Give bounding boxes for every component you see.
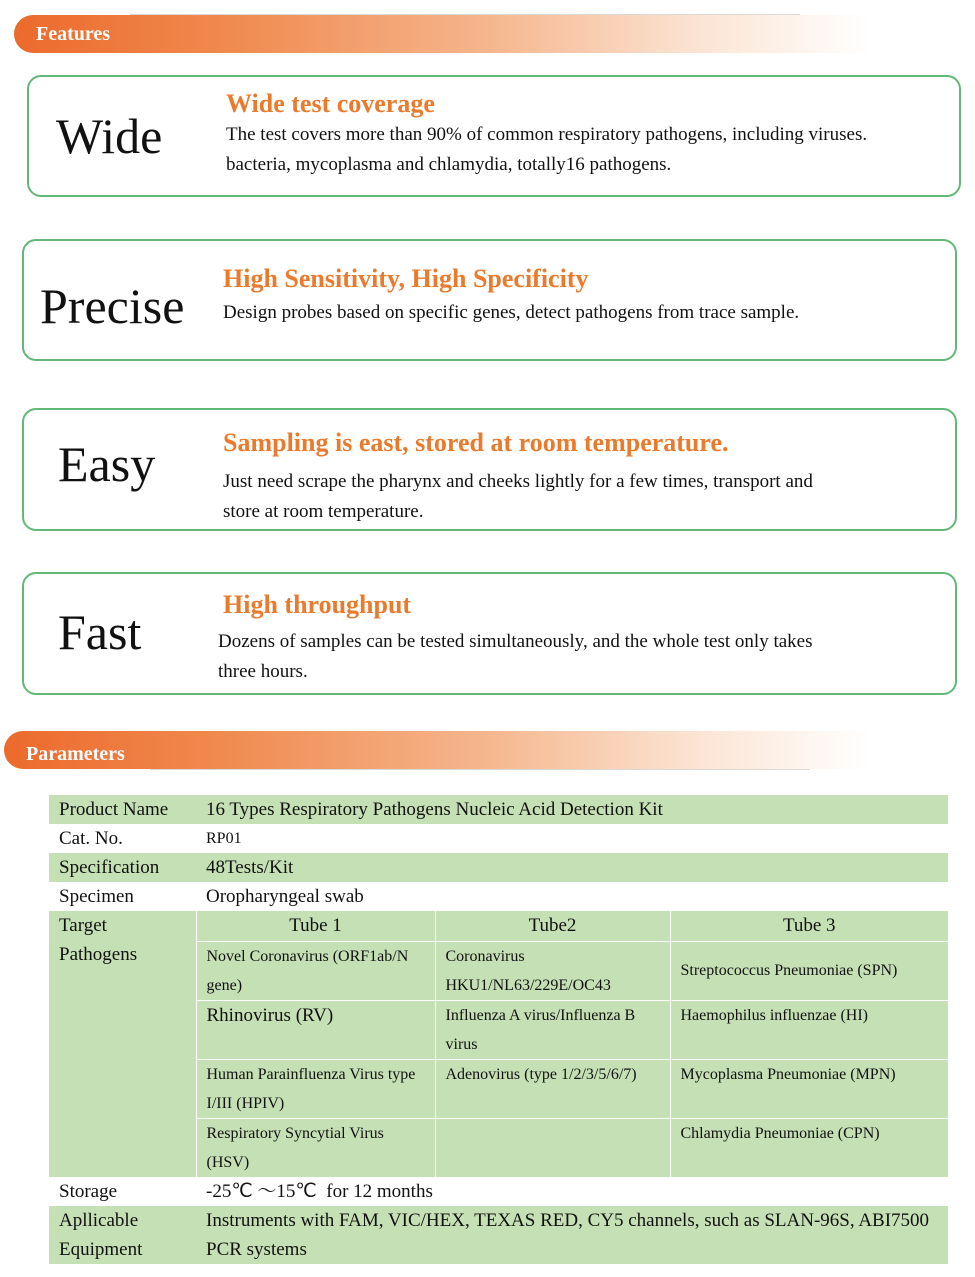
parameters-divider (150, 769, 810, 770)
feature-desc-easy (223, 467, 813, 527)
pathogen-cell: Adenovirus (type 1/2/3/5/6/7) (435, 1059, 670, 1118)
pathogen-cell: Coronavirus HKU1/NL63/229E/OC43 (435, 941, 670, 1000)
feature-desc-line: Design probes based on specific genes, detect pathogens from trace sample. (223, 302, 800, 323)
feature-heading-precise: High Sensitivity, High Specificity (223, 264, 589, 293)
table-row (49, 795, 948, 824)
equipment-label (49, 1206, 196, 1264)
cat-no-label: Cat. No. (59, 828, 123, 849)
pathogen-cell: Novel Coronavirus (ORF1ab/N gene) (196, 941, 435, 1000)
equipment-label-line1: Apllicable (59, 1210, 139, 1231)
target-pathogens-label (49, 911, 196, 1177)
table-row (49, 824, 948, 853)
target-label-line1: Target (59, 915, 107, 936)
table-row (49, 853, 948, 882)
feature-heading-fast: High throughput (223, 590, 412, 619)
feature-heading-wide: Wide test coverage (226, 89, 435, 118)
tube-1-header: Tube 1 (196, 911, 435, 941)
table-row (49, 882, 948, 911)
product-name-label: Product Name (59, 799, 169, 820)
target-label-line2: Pathogens (59, 944, 138, 965)
specification-value: 48Tests/Kit (206, 857, 294, 878)
parameters-table (49, 795, 948, 1264)
equipment-value: Instruments with FAM, VIC/HEX, TEXAS RED, CY5 channels, such as SLAN-96S, ABI7500 PCR systems (206, 1210, 930, 1260)
pathogen-cell: Human Parainfluenza Virus type I/III (HPIV) (196, 1059, 435, 1118)
cat-no-value: RP01 (206, 830, 242, 847)
feature-heading-easy: Sampling is east, stored at room temperature. (223, 428, 729, 457)
storage-value: -25℃ ～15℃ for 12 months (206, 1181, 433, 1202)
specimen-value: Oropharyngeal swab (206, 886, 364, 907)
tube-3-header: Tube 3 (670, 911, 948, 941)
pathogen-cell: Mycoplasma Pneumoniae (MPN) (670, 1059, 948, 1118)
feature-desc-wide (226, 120, 867, 180)
feature-desc-fast (218, 627, 812, 687)
features-section-title: Features (36, 23, 111, 45)
feature-word-precise: Precise (40, 278, 185, 334)
pathogen-cell (435, 1118, 670, 1177)
specification-label: Specification (59, 857, 160, 878)
pathogen-cell: Respiratory Syncytial Virus (HSV) (196, 1118, 435, 1177)
feature-desc-line: The test covers more than 90% of common respiratory pathogens, including viruses. (226, 124, 868, 145)
table-row (49, 1177, 948, 1206)
pathogen-cell: Chlamydia Pneumoniae (CPN) (670, 1118, 948, 1177)
parameters-section-title: Parameters (26, 743, 125, 765)
feature-desc-line: Dozens of samples can be tested simultaneously, and the whole test only takes (218, 631, 813, 652)
feature-desc-line: store at room temperature. (223, 501, 424, 522)
specimen-label: Specimen (59, 886, 134, 907)
feature-desc-line: Just need scrape the pharynx and cheeks lightly for a few times, transport and (223, 471, 813, 492)
pathogen-cell: Haemophilus influenzae (HI) (670, 1000, 948, 1059)
features-divider (130, 14, 800, 15)
table-row (49, 911, 948, 941)
equipment-label-line2: Equipment (59, 1239, 143, 1260)
parameters-section-bar (4, 731, 870, 769)
features-section-bar (14, 15, 870, 53)
table-row (49, 1206, 948, 1264)
storage-label: Storage (59, 1181, 118, 1202)
feature-word-wide: Wide (56, 108, 163, 164)
product-name-value: 16 Types Respiratory Pathogens Nucleic Acid Detection Kit (206, 799, 663, 820)
feature-desc-line: three hours. (218, 661, 308, 682)
feature-word-fast: Fast (58, 604, 142, 660)
tube-2-header: Tube2 (435, 911, 670, 941)
pathogen-cell: Rhinovirus (RV) (196, 1000, 435, 1059)
pathogen-cell: Streptococcus Pneumoniae (SPN) (670, 941, 948, 1000)
feature-desc-precise (223, 298, 799, 328)
feature-desc-line: bacteria, mycoplasma and chlamydia, totally16 pathogens. (226, 154, 672, 175)
feature-word-easy: Easy (58, 436, 156, 492)
pathogen-cell: Influenza A virus/Influenza B virus (435, 1000, 670, 1059)
